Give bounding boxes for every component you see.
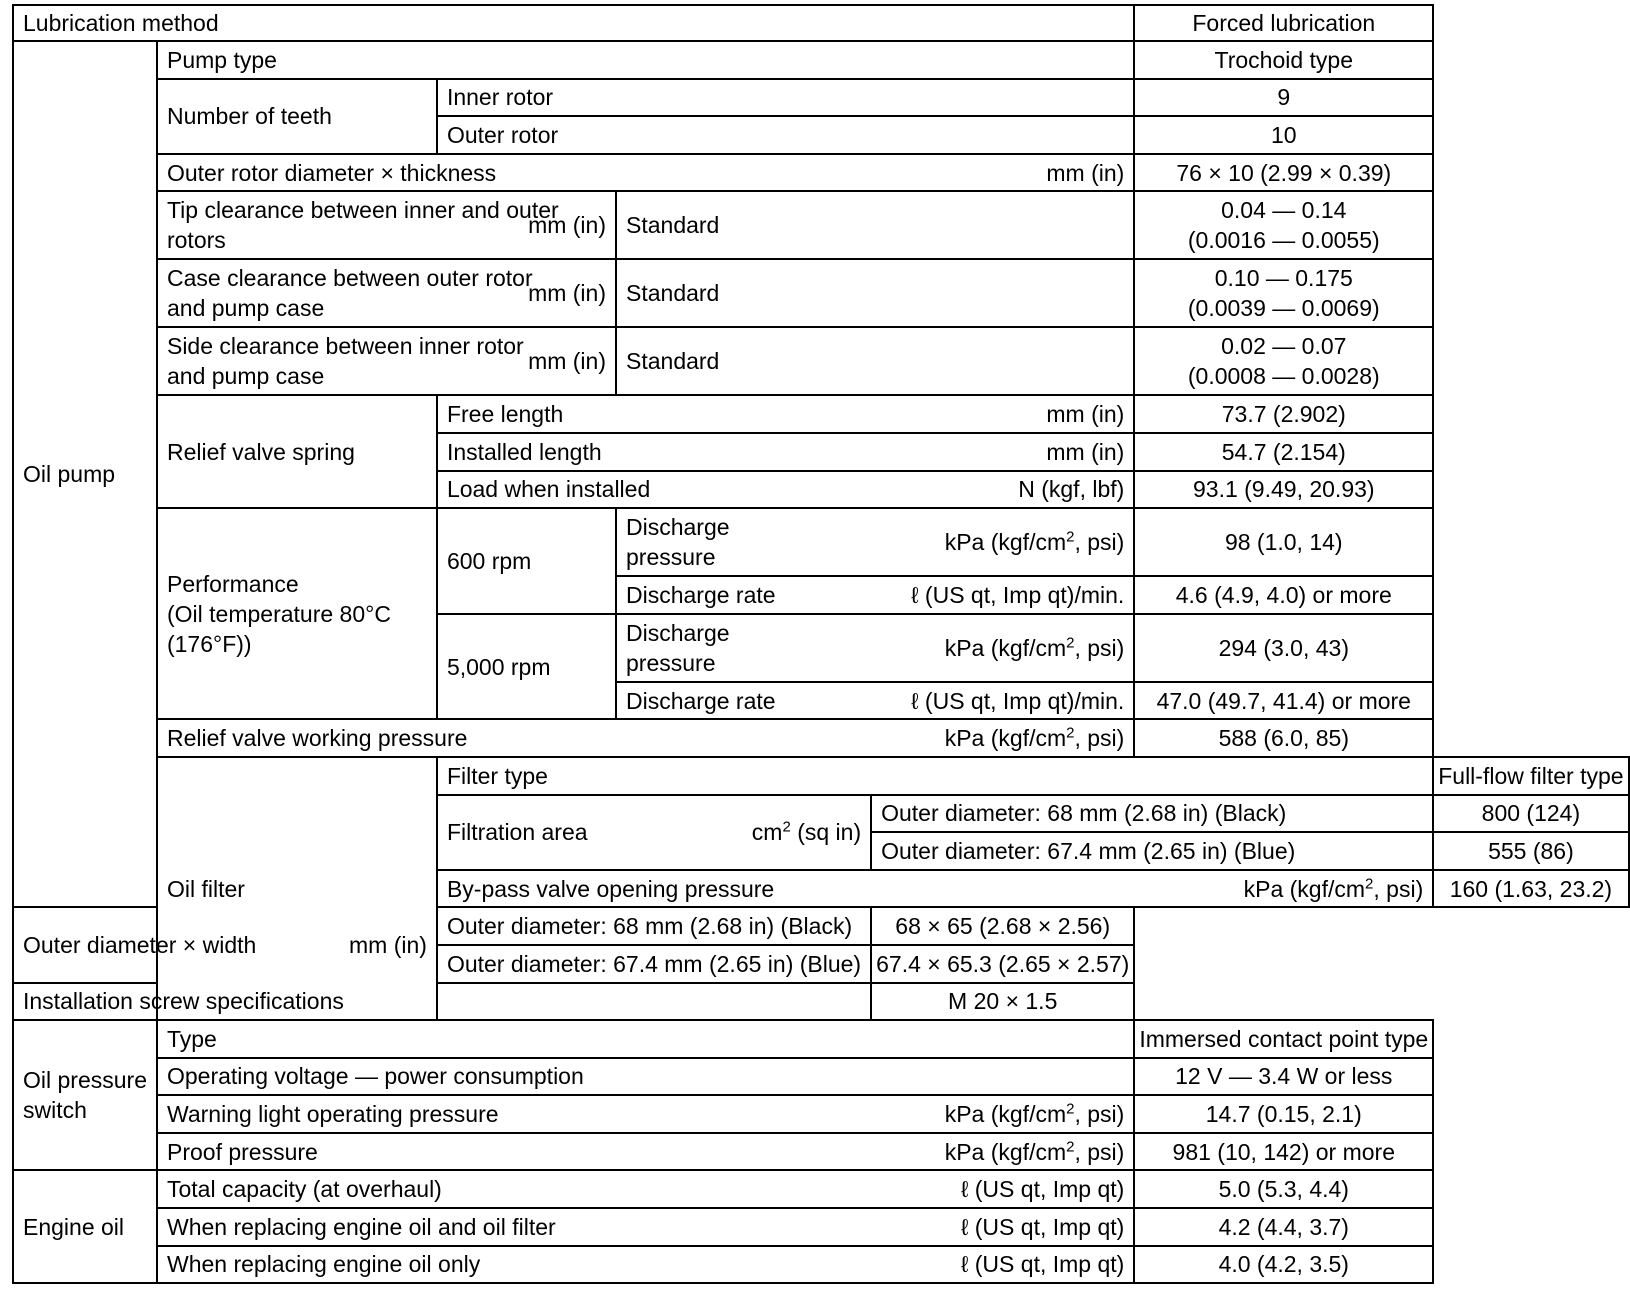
case-clearance-unit: mm (in): [528, 280, 606, 307]
screw-value: M 20 × 1.5: [871, 983, 1134, 1021]
warning-label: Warning light operating pressure kPa ($kgf/cm^2$, psi): [157, 1095, 1134, 1133]
discharge-pressure-600-label: kPa ($kgf/cm^2$, psi) Discharge pressure: [616, 508, 1134, 576]
filtration-area-unit: $cm^2$ (sq in): [751, 818, 862, 846]
lubrication-method-value: Forced lubrication: [1134, 5, 1433, 41]
filtration-black-value: 800 (124): [1433, 795, 1628, 833]
case-clearance-standard: Standard: [616, 259, 1134, 327]
switch-type-value: Immersed contact point type: [1134, 1020, 1433, 1058]
pump-type-label: Pump type: [157, 41, 1134, 79]
discharge-rate-600-unit: ℓ (US qt, Imp qt)/min.: [911, 581, 1125, 608]
load-installed-value: 93.1 (9.49, 20.93): [1134, 471, 1433, 509]
relief-working-row: [13, 719, 1629, 757]
teeth-label: Number of teeth: [157, 79, 437, 154]
case-clearance-value: 0.10 — 0.175 (0.0039 — 0.0069): [1134, 259, 1433, 327]
discharge-pressure-5000-value: 294 (3.0, 43): [1134, 614, 1433, 682]
replace-both-value: 4.2 (4.4, 3.7): [1134, 1208, 1433, 1246]
bypass-label: By-pass valve opening pressure kPa ($kgf/cm^2$, psi): [437, 870, 1433, 908]
proof-unit: kPa ($kgf/cm^2$, psi): [944, 1138, 1125, 1165]
bypass-value: 160 (1.63, 23.2): [1433, 870, 1628, 908]
warning-row: [13, 1095, 1629, 1133]
filtration-od-blue-label: Outer diameter: 67.4 mm (2.65 in) (Blue): [871, 832, 1433, 870]
lubrication-method-label: Lubrication method: [13, 5, 1134, 41]
outer-rotor-size-value: 76 × 10 (2.99 × 0.39): [1134, 154, 1433, 192]
replace-both-label: When replacing engine oil and oil filter ℓ (US qt, Imp qt): [157, 1208, 1134, 1246]
installed-length-label: Installed length mm (in): [437, 433, 1134, 471]
replace-oil-row: [13, 1246, 1629, 1284]
side-clearance-unit: mm (in): [528, 348, 606, 375]
load-installed-unit: N (kgf, lbf): [1018, 476, 1125, 503]
filtration-od-black-label: Outer diameter: 68 mm (2.68 in) (Black): [871, 795, 1433, 833]
replace-oil-label: When replacing engine oil only ℓ (US qt, Imp qt): [157, 1246, 1134, 1284]
inner-rotor-label: Inner rotor: [437, 79, 1134, 117]
outer-rotor-size-row: [13, 154, 1629, 192]
engine-oil-section: Engine oil: [13, 1170, 157, 1283]
screw-row: [13, 983, 1629, 1021]
lubrication-spec-table: [12, 4, 1630, 1284]
installed-length-value: 54.7 (2.154): [1134, 433, 1433, 471]
replace-both-unit: ℓ (US qt, Imp qt): [960, 1213, 1125, 1240]
side-clearance-standard: Standard: [616, 327, 1134, 395]
outer-rotor-size-label: Outer rotor diameter × thickness mm (in): [157, 154, 1134, 192]
tip-clearance-standard: Standard: [616, 191, 1134, 259]
perf-600-pressure-row: [13, 508, 1629, 576]
size-od-blue-label: Outer diameter: 67.4 mm (2.65 in) (Blue): [437, 945, 871, 983]
voltage-row: [13, 1058, 1629, 1096]
oil-pump-section: Oil pump: [13, 41, 157, 907]
oil-switch-section: Oil pressure switch: [13, 1020, 157, 1170]
warning-value: 14.7 (0.15, 2.1): [1134, 1095, 1433, 1133]
inner-rotor-value: 9: [1134, 79, 1433, 117]
filter-size-black-value: 68 × 65 (2.68 × 2.56): [871, 907, 1134, 945]
rpm-600-label: 600 rpm: [437, 508, 616, 614]
side-clearance-row: [13, 327, 1629, 395]
replace-oil-unit: ℓ (US qt, Imp qt): [960, 1251, 1125, 1278]
load-installed-label: Load when installed N (kgf, lbf): [437, 471, 1134, 509]
discharge-pressure-5000-unit: kPa ($kgf/cm^2$, psi): [944, 634, 1125, 661]
pump-type-value: Trochoid type: [1134, 41, 1433, 79]
performance-label: Performance (Oil temperature 80°C (176°F)): [157, 508, 437, 719]
discharge-rate-600-value: 4.6 (4.9, 4.0) or more: [1134, 576, 1433, 614]
teeth-inner-row: [13, 79, 1629, 117]
discharge-rate-600-label: Discharge rate ℓ (US qt, Imp qt)/min.: [616, 576, 1134, 614]
tip-clearance-label: mm (in) Tip clearance between inner and outer rotors: [157, 191, 616, 259]
free-length-unit: mm (in): [1046, 401, 1125, 428]
discharge-pressure-600-value: 98 (1.0, 14): [1134, 508, 1433, 576]
tip-clearance-row: [13, 191, 1629, 259]
proof-label: Proof pressure kPa ($kgf/cm^2$, psi): [157, 1133, 1134, 1171]
spring-free-length-row: [13, 395, 1629, 433]
filter-type-value: Full-flow filter type: [1433, 757, 1628, 795]
total-capacity-label: Total capacity (at overhaul) ℓ (US qt, Imp qt): [157, 1170, 1134, 1208]
outer-rotor-value: 10: [1134, 116, 1433, 154]
discharge-pressure-5000-label: kPa ($kgf/cm^2$, psi) Discharge pressure: [616, 614, 1134, 682]
filtration-blue-value: 555 (86): [1433, 832, 1628, 870]
rpm-5000-label: 5,000 rpm: [437, 614, 616, 720]
switch-type-row: [13, 1020, 1629, 1058]
relief-working-value: 588 (6.0, 85): [1134, 719, 1433, 757]
filter-size-unit: mm (in): [349, 931, 427, 958]
lubrication-method-row: [13, 5, 1629, 41]
filter-size-black-row: [13, 907, 1629, 945]
bypass-unit: kPa ($kgf/cm^2$, psi): [1243, 874, 1424, 902]
outer-rotor-label: Outer rotor: [437, 116, 1134, 154]
case-clearance-row: [13, 259, 1629, 327]
warning-unit: kPa ($kgf/cm^2$, psi): [944, 1100, 1125, 1128]
switch-type-label: Type: [157, 1020, 1134, 1058]
filter-size-label: Outer diameter × width mm (in): [13, 907, 437, 982]
discharge-rate-5000-label: Discharge rate ℓ (US qt, Imp qt)/min.: [616, 682, 1134, 720]
discharge-pressure-600-unit: kPa ($kgf/cm^2$, psi): [944, 528, 1125, 556]
free-length-value: 73.7 (2.902): [1134, 395, 1433, 433]
replace-both-row: [13, 1208, 1629, 1246]
replace-oil-value: 4.0 (4.2, 3.5): [1134, 1246, 1433, 1284]
outer-rotor-size-unit: mm (in): [1046, 159, 1125, 186]
relief-working-label: Relief valve working pressure kPa ($kgf/cm^2$, psi): [157, 719, 1134, 757]
case-clearance-label: mm (in) Case clearance between outer rotor and pump case: [157, 259, 616, 327]
free-length-label: Free length mm (in): [437, 395, 1134, 433]
filter-size-blue-value: 67.4 × 65.3 (2.65 × 2.57): [871, 945, 1134, 983]
relief-spring-label: Relief valve spring: [157, 395, 437, 508]
voltage-value: 12 V — 3.4 W or less: [1134, 1058, 1433, 1096]
filter-type-label: Filter type: [437, 757, 1433, 795]
tip-clearance-unit: mm (in): [528, 212, 606, 239]
oil-filter-section: Oil filter: [157, 757, 437, 1020]
proof-value: 981 (10, 142) or more: [1134, 1133, 1433, 1171]
discharge-rate-5000-value: 47.0 (49.7, 41.4) or more: [1134, 682, 1433, 720]
tip-clearance-value: 0.04 — 0.14 (0.0016 — 0.0055): [1134, 191, 1433, 259]
discharge-rate-5000-unit: ℓ (US qt, Imp qt)/min.: [911, 687, 1125, 714]
pump-type-row: [13, 41, 1629, 79]
installed-length-unit: mm (in): [1046, 438, 1125, 465]
size-od-black-label: Outer diameter: 68 mm (2.68 in) (Black): [437, 907, 871, 945]
filtration-area-label: Filtration area $cm^2$ (sq in): [437, 795, 871, 870]
side-clearance-value: 0.02 — 0.07 (0.0008 — 0.0028): [1134, 327, 1433, 395]
total-capacity-unit: ℓ (US qt, Imp qt): [960, 1176, 1125, 1203]
relief-working-unit: kPa ($kgf/cm^2$, psi): [944, 724, 1125, 752]
voltage-label: Operating voltage — power consumption: [157, 1058, 1134, 1096]
screw-label: Installation screw specifications: [13, 983, 871, 1021]
filter-type-row: [13, 757, 1629, 795]
side-clearance-label: mm (in) Side clearance between inner rotor and pump case: [157, 327, 616, 395]
proof-row: [13, 1133, 1629, 1171]
total-capacity-row: [13, 1170, 1629, 1208]
total-capacity-value: 5.0 (5.3, 4.4): [1134, 1170, 1433, 1208]
